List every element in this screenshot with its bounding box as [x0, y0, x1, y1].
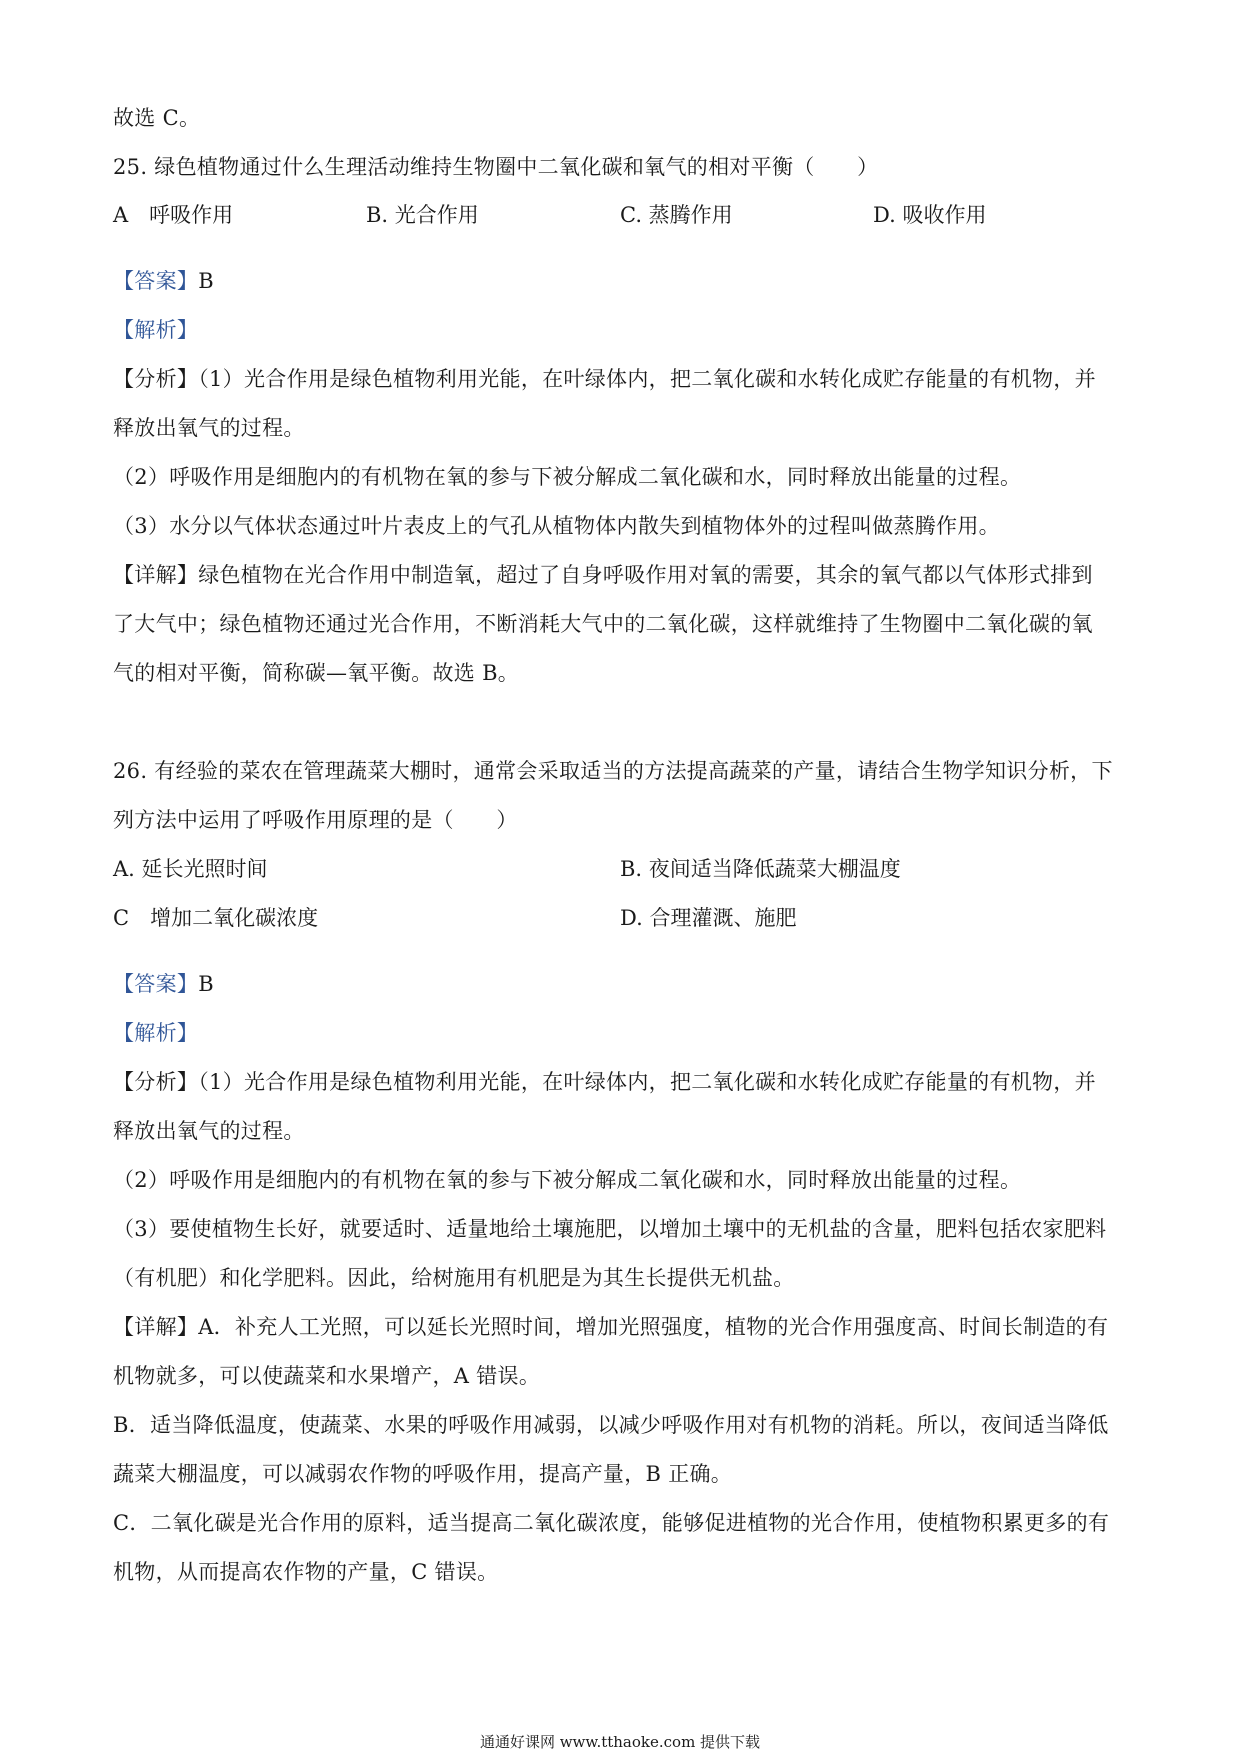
q26-fenxi-line-1 — [113, 1068, 1096, 1096]
page-footer: 通通好课网 www.tthaoke.com 提供下载 — [479, 1733, 761, 1751]
q25-option-d: D. 吸收作用 — [873, 203, 987, 227]
q25-fenxi-text-1: （1）光合作用是绿色植物利用光能，在叶绿体内，把二氧化碳和水转化成贮存能量的有机物，并 — [198, 367, 1096, 391]
q25-stem: 25. 绿色植物通过什么生理活动维持生物圈中二氧化碳和氧气的相对平衡（ ） — [113, 155, 879, 179]
q25-fenxi-line-3: （2）呼吸作用是细胞内的有机物在氧的参与下被分解成二氧化碳和水，同时释放出能量的过程。 — [113, 465, 1022, 489]
q25-detail-line-1 — [113, 561, 1093, 589]
q25-answer-value: B — [198, 269, 214, 293]
q25-detail-text-1: 绿色植物在光合作用中制造氧，超过了自身呼吸作用对氧的需要，其余的氧气都以气体形式排到 — [198, 563, 1093, 587]
q25-fenxi-line-2: 释放出氧气的过程。 — [113, 416, 305, 440]
q25-analysis-label: 【解析】 — [113, 318, 199, 342]
q26-detail-line-3: B．适当降低温度，使蔬菜、水果的呼吸作用减弱，以减少呼吸作用对有机物的消耗。所以，夜间适当降低 — [113, 1413, 1109, 1437]
q26-fenxi-label: 【分析】 — [113, 1070, 199, 1094]
q26-detail-line-4: 蔬菜大棚温度，可以减弱农作物的呼吸作用，提高产量，B 正确。 — [113, 1462, 733, 1486]
q26-analysis-label: 【解析】 — [113, 1021, 199, 1045]
q26-fenxi-text-1: （1）光合作用是绿色植物利用光能，在叶绿体内，把二氧化碳和水转化成贮存能量的有机物，并 — [198, 1070, 1096, 1094]
q26-detail-line-2: 机物就多，可以使蔬菜和水果增产，A 错误。 — [113, 1364, 541, 1388]
q26-answer-value: B — [198, 972, 214, 996]
q26-option-b: B. 夜间适当降低蔬菜大棚温度 — [620, 857, 901, 881]
q25-detail-line-3: 气的相对平衡，简称碳—氧平衡。故选 B。 — [113, 661, 520, 685]
q25-fenxi-line-4: （3）水分以气体状态通过叶片表皮上的气孔从植物体内散失到植物体外的过程叫做蒸腾作用。 — [113, 514, 1000, 538]
q26-fenxi-line-4: （3）要使植物生长好，就要适时、适量地给土壤施肥，以增加土壤中的无机盐的含量，肥料包括农家肥料 — [113, 1217, 1107, 1241]
q25-answer — [113, 267, 214, 295]
q25-option-b: B. 光合作用 — [366, 203, 479, 227]
q25-fenxi-label: 【分析】 — [113, 367, 199, 391]
q26-detail-label: 【详解】 — [113, 1315, 199, 1339]
q26-detail-line-6: 机物，从而提高农作物的产量，C 错误。 — [113, 1560, 499, 1584]
q26-detail-line-1 — [113, 1313, 1108, 1341]
q26-detail-text-1: A．补充人工光照，可以延长光照时间，增加光照强度，植物的光合作用强度高、时间长制造的有 — [198, 1315, 1109, 1339]
q25-option-c: C. 蒸腾作用 — [620, 203, 733, 227]
q26-option-c: C 增加二氧化碳浓度 — [113, 906, 319, 930]
q26-stem-line-1: 26. 有经验的菜农在管理蔬菜大棚时，通常会采取适当的方法提高蔬菜的产量，请结合生物学知识分析，下 — [113, 759, 1113, 783]
q25-detail-line-2: 了大气中；绿色植物还通过光合作用，不断消耗大气中的二氧化碳，这样就维持了生物圈中二氧化碳的氧 — [113, 612, 1093, 636]
q26-answer-label: 【答案】 — [113, 972, 199, 996]
q25-answer-label: 【答案】 — [113, 269, 199, 293]
q26-detail-line-5: C．二氧化碳是光合作用的原料，适当提高二氧化碳浓度，能够促进植物的光合作用，使植物积累更多的有 — [113, 1511, 1110, 1535]
q26-stem-line-2: 列方法中运用了呼吸作用原理的是（ ） — [113, 808, 518, 832]
q26-option-d: D. 合理灌溉、施肥 — [620, 906, 797, 930]
q26-answer — [113, 970, 214, 998]
prev-answer-conclusion: 故选 C。 — [113, 106, 201, 130]
q25-fenxi-line-1 — [113, 365, 1096, 393]
q26-fenxi-line-2: 释放出氧气的过程。 — [113, 1119, 305, 1143]
q25-detail-label: 【详解】 — [113, 563, 199, 587]
q26-fenxi-line-5: （有机肥）和化学肥料。因此，给树施用有机肥是为其生长提供无机盐。 — [113, 1266, 795, 1290]
q26-fenxi-line-3: （2）呼吸作用是细胞内的有机物在氧的参与下被分解成二氧化碳和水，同时释放出能量的过程。 — [113, 1168, 1022, 1192]
q26-option-a: A. 延长光照时间 — [113, 857, 268, 881]
q25-option-a: A 呼吸作用 — [113, 203, 234, 227]
